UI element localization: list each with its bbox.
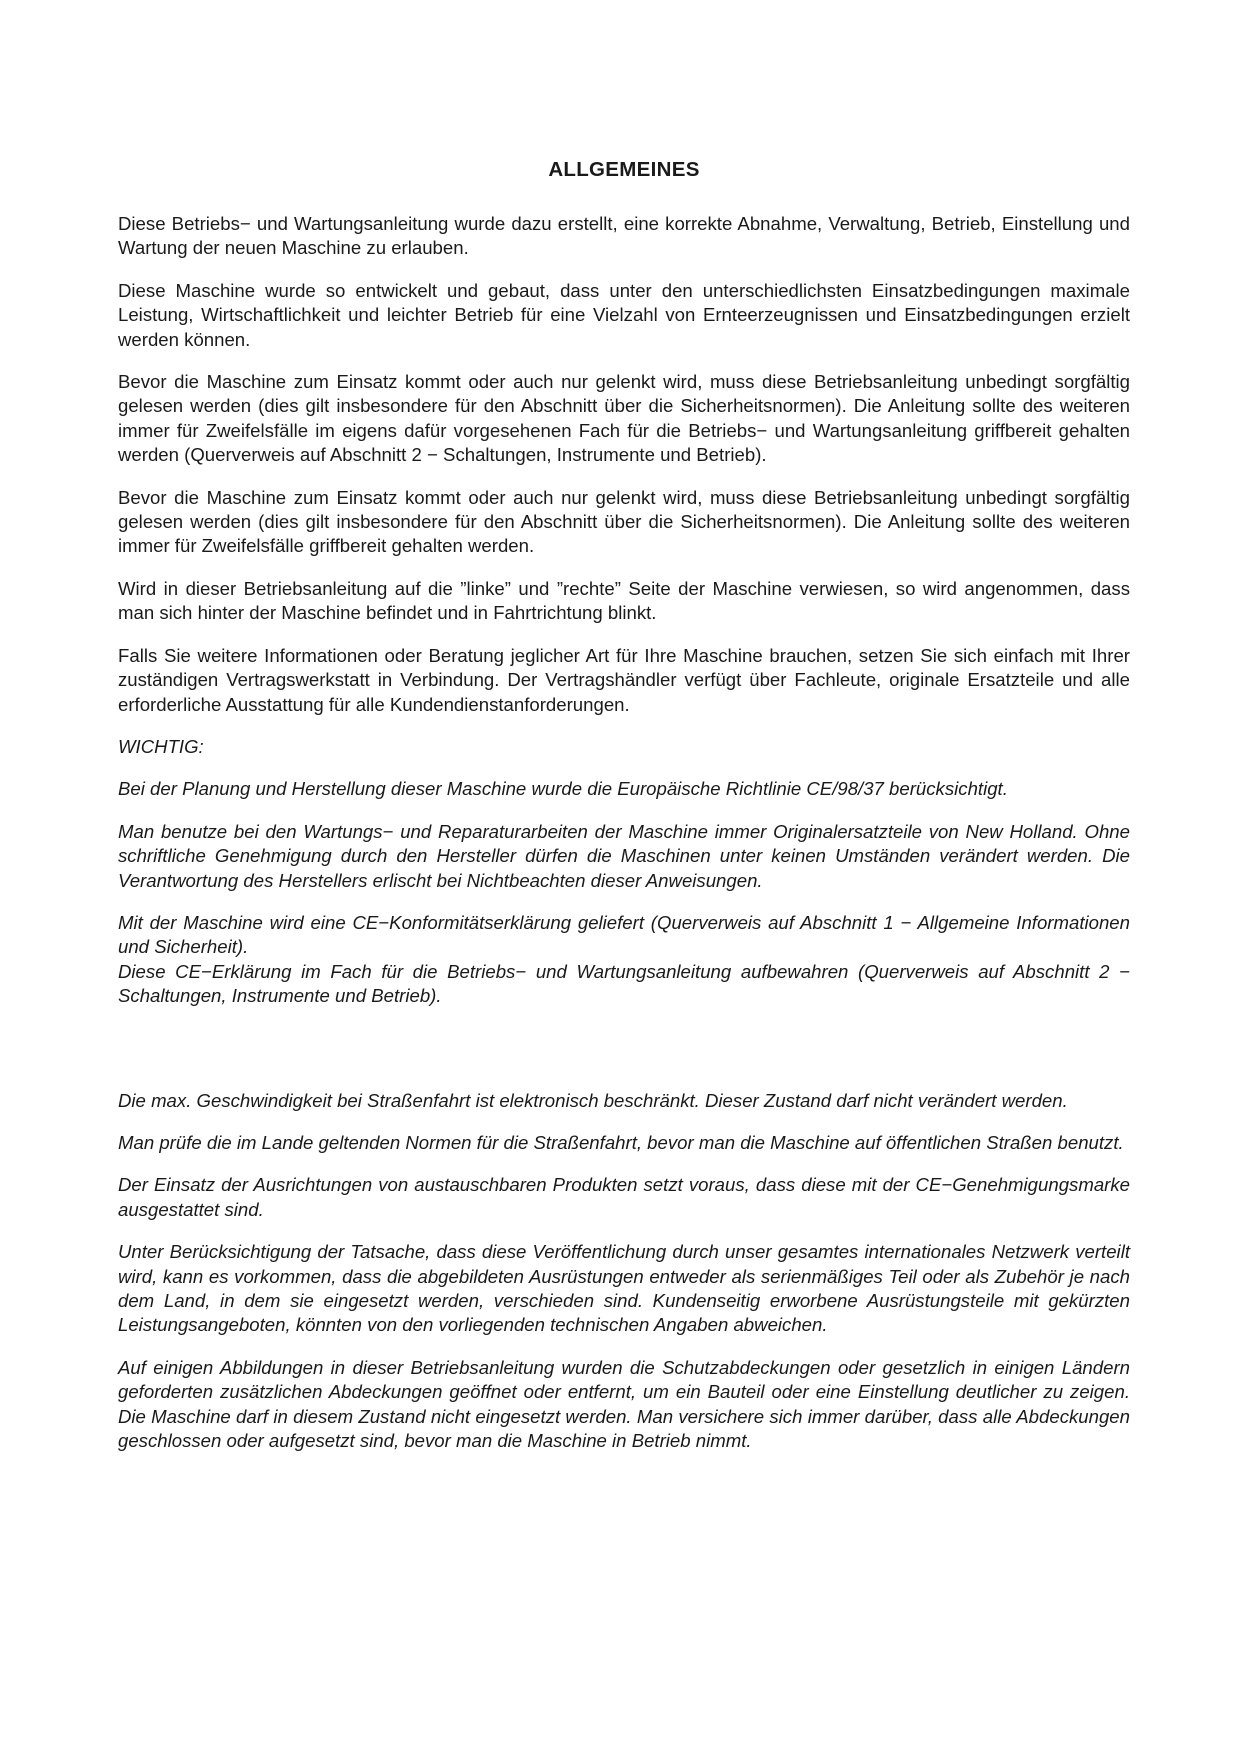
important-label: WICHTIG: — [118, 735, 204, 757]
paragraph-intro-6: Falls Sie weitere Informationen oder Beratung jeglicher Art für Ihre Maschine brauchen, setzen Sie sich einfach mit Ihrer zuständigen Vertragswerkstatt in Verbindung. Der Vertragshändler verfügt über Fachleute, originale Ersatzteile und alle erforderliche Ausstattung für alle Kundendienstanforderungen. — [118, 644, 1130, 715]
paragraph-important-3: Mit der Maschine wird eine CE−Konformitätserklärung geliefert (Querverweis auf Abschnitt 1 − Allgemeine Informationen und Sicherheit). — [118, 911, 1130, 958]
page-title: ALLGEMEINES — [548, 158, 700, 181]
paragraph-note-5: Auf einigen Abbildungen in dieser Betriebsanleitung wurden die Schutzabdeckungen oder gesetzlich in einigen Ländern geforderten zusätzlichen Abdeckungen geöffnet oder entfernt, um ein Bauteil oder eine Einstellung deutlicher zu zeigen. Die Maschine darf in diesem Zustand nicht eingesetzt werden. Man versichere sich immer darüber, dass alle Abdeckungen geschlossen oder aufgesetzt sind, bevor man die Maschine in Betrieb nimmt. — [118, 1356, 1130, 1452]
paragraph-note-3: Der Einsatz der Ausrichtungen von austauschbaren Produkten setzt voraus, dass diese mit der CE−Genehmigungsmarke ausgestattet sind. — [118, 1174, 1130, 1220]
page-content — [118, 158, 1130, 1471]
paragraph-important-4: Diese CE−Erklärung im Fach für die Betriebs− und Wartungsanleitung aufbewahren (Querverweis auf Abschnitt 2 − Schaltungen, Instrumente und Betrieb). — [118, 960, 1130, 1007]
paragraph-note-2: Man prüfe die im Lande geltenden Normen für die Straßenfahrt, bevor man die Maschine auf öffentlichen Straßen benutzt. — [118, 1131, 1124, 1153]
paragraph-note-1: Die max. Geschwindigkeit bei Straßenfahrt ist elektronisch beschränkt. Dieser Zustand darf nicht verändert werden. — [118, 1089, 1068, 1111]
paragraph-note-4: Unter Berücksichtigung der Tatsache, dass diese Veröffentlichung durch unser gesamtes internationales Netzwerk verteilt wird, kann es vorkommen, dass die abgebildeten Ausrüstungen entweder als serienmäßiges Teil oder als Zubehör je nach dem Land, in dem sie eingesetzt werden, verschieden sind. Kundenseitig erworbene Ausrüstungsteile mit gekürzten Leistungsangeboten, könnten von den vorliegenden technischen Angaben abweichen. — [118, 1241, 1130, 1336]
section-spacer — [118, 1027, 1130, 1089]
paragraph-important-2: Man benutze bei den Wartungs− und Reparaturarbeiten der Maschine immer Originalersatzteile von New Holland. Ohne schriftliche Genehmigung durch den Hersteller dürfen die Maschinen unter keinen Umständen verändert werden. Die Verantwortung des Herstellers erlischt bei Nichtbeachten dieser Anweisungen. — [118, 820, 1130, 891]
paragraph-intro-3: Bevor die Maschine zum Einsatz kommt oder auch nur gelenkt wird, muss diese Betriebsanleitung unbedingt sorgfältig gelesen werden (dies gilt insbesondere für den Abschnitt über die Sicherheitsnormen). Die Anleitung sollte des weiteren immer für Zweifelsfälle im eigens dafür vorgesehenen Fach für die Betriebs− und Wartungsanleitung griffbereit gehalten werden (Querverweis auf Abschnitt 2 − Schaltungen, Instrumente und Betrieb). — [118, 371, 1130, 466]
paragraph-intro-4: Bevor die Maschine zum Einsatz kommt oder auch nur gelenkt wird, muss diese Betriebsanleitung unbedingt sorgfältig gelesen werden (dies gilt insbesondere für den Abschnitt über die Sicherheitsnormen). Die Anleitung sollte des weiteren immer für Zweifelsfälle griffbereit gehalten werden. — [118, 486, 1130, 557]
paragraph-intro-2: Diese Maschine wurde so entwickelt und gebaut, dass unter den unterschiedlichsten Einsatzbedingungen maximale Leistung, Wirtschaftlichkeit und leichter Betrieb für eine Vielzahl von Ernteerzeugnissen und Einsatzbedingungen erzielt werden können. — [118, 279, 1130, 350]
paragraph-intro-1: Diese Betriebs− und Wartungsanleitung wurde dazu erstellt, eine korrekte Abnahme, Verwaltung, Betrieb, Einstellung und Wartung der neuen Maschine zu erlauben. — [118, 213, 1130, 259]
paragraph-important-1: Bei der Planung und Herstellung dieser Maschine wurde die Europäische Richtlinie CE/98/37 berücksichtigt. — [118, 778, 1008, 800]
paragraph-intro-5: Wird in dieser Betriebsanleitung auf die ”linke” und ”rechte” Seite der Maschine verwiesen, so wird angenommen, dass man sich hinter der Maschine befindet und in Fahrtrichtung blinkt. — [118, 577, 1130, 624]
